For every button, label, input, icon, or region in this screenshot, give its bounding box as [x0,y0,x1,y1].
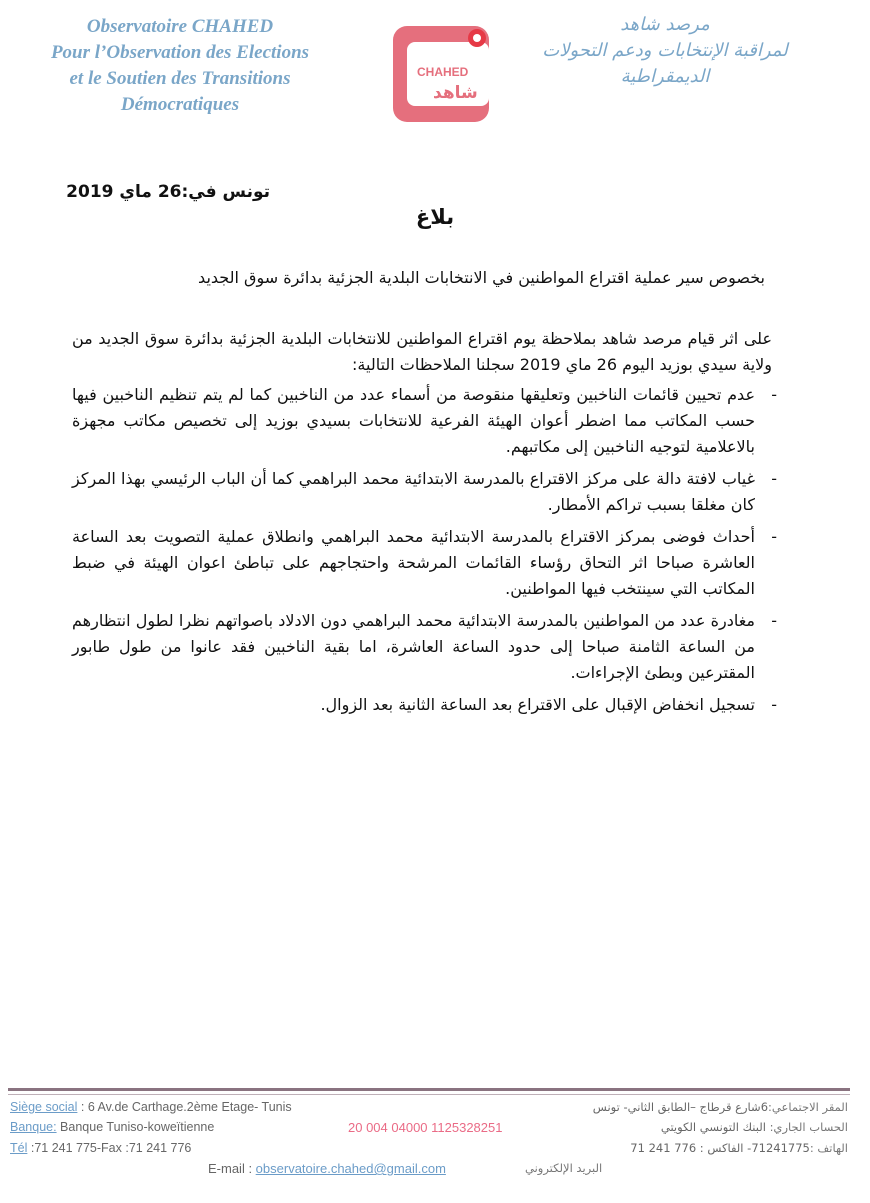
footer-phone [10,1141,191,1155]
letter-date: تونس في:26 ماي 2019 [66,182,270,202]
list-item [72,524,777,602]
bullet-dash: - [771,695,777,714]
chahed-logo [385,22,495,126]
list-item [72,692,777,718]
list-item-text: عدم تحيين قائمات الناخبين وتعليقها منقوصة من أسماء عدد من الناخبين كما لم يتم تنظيم الناخبين فيها حسب المكاتب مما اضطر أعوان الهيئة الفرعية للانتخابات بسيدي بوزيد إلى تخصيص مكاتب مجهزة بالاعلامية لتوجيه الناخبين إلى مكاتبهم. [72,385,755,456]
siege-label: Siège social [10,1100,78,1114]
list-item-text: أحداث فوضى بمركز الاقتراع بالمدرسة الابتدائية محمد البراهمي وانطلاق عملية التصويت بعد الساعة العاشرة صباحا اثر التحاق رؤساء القائمات المرشحة واحتجاجهم على تباطئ اعوان الهيئة في ضبط المكاتب التي سينتخب فيها المواطنين. [72,527,755,598]
footer-bank [10,1120,214,1134]
footer-bank-arabic [428,1120,848,1134]
ar-account-label: الحساب الجاري: [769,1120,848,1134]
arabic-org-line: الديمقراطية [620,66,710,87]
bullet-dash: - [771,527,777,546]
account-number: 20 004 04000 1125328251 [348,1120,503,1135]
arabic-org-name [520,12,810,90]
french-org-line: Pour l’Observation des Elections [50,42,310,63]
footer-divider [8,1088,850,1091]
banque-value: Banque Tuniso-koweïtienne [56,1120,215,1134]
footer-email [208,1161,446,1176]
list-item [72,466,777,518]
siege-value: : 6 Av.de Carthage.2ème Etage- Tunis [77,1100,292,1114]
ar-account-value: البنك التونسي الكويتي [660,1120,770,1134]
footer-divider-thin [8,1094,850,1095]
ar-siege-label: المقر الاجتماعي: [768,1100,848,1114]
list-item [72,382,777,460]
list-item-text: مغادرة عدد من المواطنين بالمدرسة الابتدائية محمد البراهمي دون الادلاد باصواتهم نظرا لطول انتظارهم من الساعة الثامنة صباحا إلى حدود الساعة العاشرة، اما بقية الناخبين فقد عانوا من طول طابور المقترعين وبطئ الإجراءات. [72,611,755,682]
email-label-arabic: البريد الإلكتروني [525,1161,603,1175]
logo-arabic-text: شاهد [433,83,478,103]
french-org-line: et le Soutien des Transitions [69,68,291,89]
bullet-dash: - [771,385,777,404]
email-link[interactable]: observatoire.chahed@gmail.com [255,1161,446,1176]
observations-list [72,382,777,724]
logo-latin-text: CHAHED [417,65,469,79]
french-org-line: Démocratiques [120,94,240,115]
ar-phone-label: الهاتف : [809,1141,848,1155]
ar-phone-value: 71241775- الفاكس : 776 241 71 [630,1141,810,1155]
list-item-text: غياب لافتة دالة على مركز الاقتراع بالمدرسة الابتدائية محمد البراهمي كما أن الباب الرئيسي بهذا المركز كان مغلقا بسبب تراكم الأمطار. [72,469,755,514]
banque-label: Banque: [10,1120,57,1134]
arabic-org-line: لمراقبة الإنتخابات ودعم التحولات [542,40,788,61]
french-org-name [30,14,330,118]
footer-address-arabic [428,1100,848,1114]
email-label: E-mail : [208,1161,256,1176]
ar-siege-value: 6شارع قرطاج –الطابق الثاني- تونس [592,1100,769,1114]
list-item [72,608,777,686]
footer-address [10,1100,292,1114]
footer-phone-arabic [428,1141,848,1155]
letter-subject: بخصوص سير عملية اقتراع المواطنين في الانتخابات البلدية الجزئية بدائرة سوق الجديد [198,268,765,287]
bullet-dash: - [771,611,777,630]
arabic-org-line: مرصد شاهد [620,14,710,35]
bullet-dash: - [771,469,777,488]
letter-title: بلاغ [415,205,455,229]
tel-value: :71 241 775-Fax :71 241 776 [27,1141,192,1155]
list-item-text: تسجيل انخفاض الإقبال على الاقتراع بعد الساعة الثانية بعد الزوال. [320,695,755,714]
tel-label: Tél [10,1141,28,1155]
letter-intro: على اثر قيام مرصد شاهد بملاحظة يوم اقتراع المواطنين للانتخابات البلدية الجزئية بدائرة سوق الجديد من ولاية سيدي بوزيد اليوم 26 ماي 2019 سجلنا الملاحظات التالية: [72,329,772,374]
french-org-line: Observatoire CHAHED [86,16,274,37]
